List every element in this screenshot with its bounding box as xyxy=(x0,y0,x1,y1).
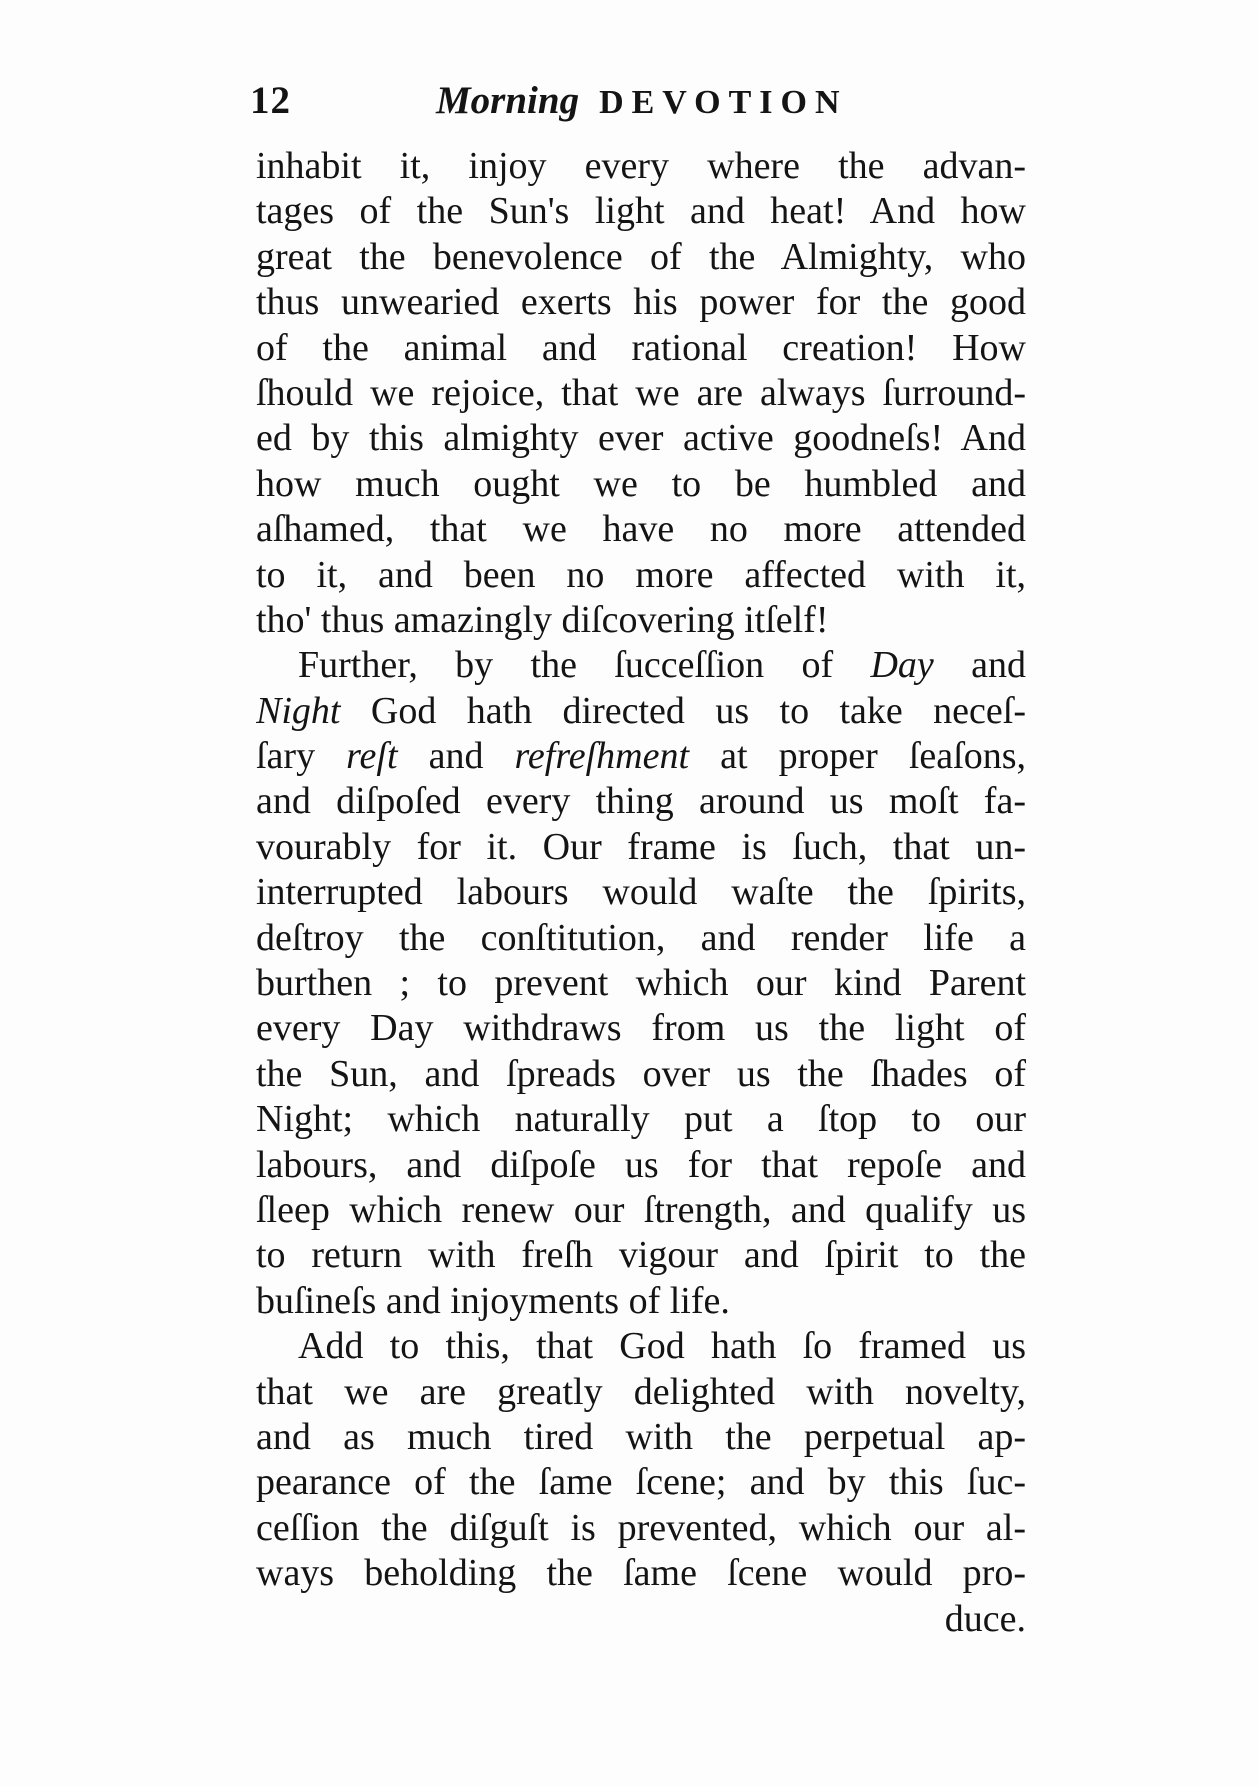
text-line: tages of the Sun's light and heat! And how xyxy=(256,190,1026,233)
text-line: Add to this, that God hath ſo framed us xyxy=(298,1325,1026,1368)
text-line: that we are greatly delighted with novelty, xyxy=(256,1370,1026,1413)
text-line: ſhould we rejoice, that we are always ſurround- xyxy=(256,371,1026,414)
text-line: aſhamed, that we have no more attended xyxy=(256,508,1026,551)
running-head xyxy=(436,78,848,123)
text-line: buſineſs and injoyments of life. xyxy=(256,1279,730,1322)
body-text xyxy=(256,144,1026,1642)
text-line: to it, and been no more affected with it, xyxy=(256,553,1026,596)
text-line: Night; which naturally put a ſtop to our xyxy=(256,1098,1026,1141)
text-line: to return with freſh vigour and ſpirit to the xyxy=(256,1234,1026,1277)
running-head-italic: Morning xyxy=(436,79,580,122)
text-line: ceſſion the diſguſt is prevented, which our al- xyxy=(256,1506,1026,1549)
text-line: labours, and diſpoſe us for that repoſe and xyxy=(256,1143,1026,1186)
page-header xyxy=(250,78,1030,138)
italic-word: reſt xyxy=(346,735,398,778)
italic-word: Day xyxy=(870,644,934,687)
text-span: and xyxy=(397,735,515,778)
text-line: ſleep which renew our ſtrength, and qualify us xyxy=(256,1188,1026,1231)
text-span: ſary xyxy=(256,735,347,778)
text-line: burthen ; to prevent which our kind Parent xyxy=(256,962,1026,1005)
italic-word: refreſhment xyxy=(514,735,690,778)
catchword: duce. xyxy=(944,1597,1026,1640)
text-line: interrupted labours would waſte the ſpirits, xyxy=(256,871,1026,914)
running-head-caps: DEVOTION xyxy=(599,84,848,121)
text-line: pearance of the ſame ſcene; and by this ſuc- xyxy=(256,1461,1026,1504)
text-line: and as much tired with the perpetual ap- xyxy=(256,1415,1026,1458)
italic-word: Night xyxy=(256,689,341,732)
text-span: God hath directed us to take neceſ- xyxy=(340,689,1026,732)
text-line: inhabit it, injoy every where the advan- xyxy=(256,145,1026,187)
text-line: and diſpoſed every thing around us moſt fa- xyxy=(256,780,1026,823)
text-span: Further, by the ſucceſſion of xyxy=(298,644,871,687)
text-line: ed by this almighty ever active goodneſs! And xyxy=(256,417,1026,460)
text-line: deſtroy the conſtitution, and render life a xyxy=(256,916,1026,959)
text-line: how much ought we to be humbled and xyxy=(256,462,1026,505)
text-line: ways beholding the ſame ſcene would pro- xyxy=(256,1552,1026,1595)
text-line xyxy=(256,643,1026,688)
text-line: every Day withdraws from us the light of xyxy=(256,1007,1026,1050)
text-span: at proper ſeaſons, xyxy=(689,735,1026,778)
page-number: 12 xyxy=(250,79,291,122)
text-line: thus unwearied exerts his power for the good xyxy=(256,281,1026,324)
text-line xyxy=(256,734,1026,779)
text-line: the Sun, and ſpreads over us the ſhades of xyxy=(256,1052,1026,1095)
text-line: tho' thus amazingly diſcovering itſelf! xyxy=(256,598,829,641)
text-line: vourably for it. Our frame is ſuch, that un- xyxy=(256,825,1026,868)
text-line: great the benevolence of the Almighty, who xyxy=(256,235,1026,278)
text-line xyxy=(256,689,1026,734)
text-span: and xyxy=(933,644,1026,687)
text-line: of the animal and rational creation! How xyxy=(256,326,1026,369)
